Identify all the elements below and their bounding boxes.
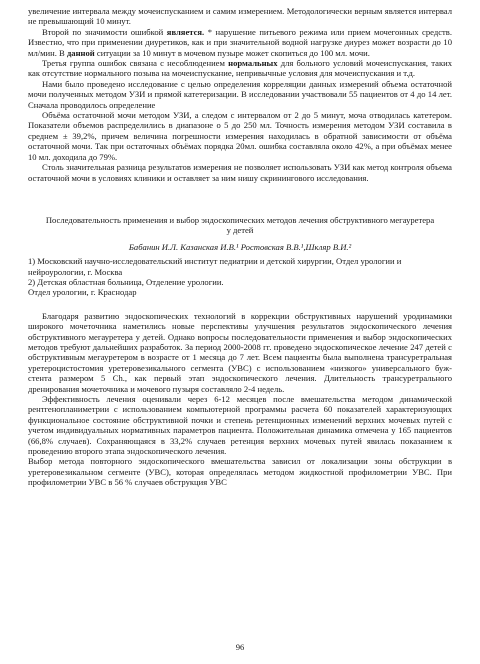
paragraph-3-part-a: Третья группа ошибок связана с несоблюдением xyxy=(42,58,225,69)
paragraph-9: Выбор метода повторного эндоскопического вмешательства зависил от локализации зоны обструкции в уретеровезикальном сегменте (УВС), которая определялась методом жидкостной профилометрии УВС. При профилометрии УВС в 56 % случаев обструкция УВС xyxy=(28,456,452,488)
paragraph-2-bold-2: данной xyxy=(66,47,95,58)
paragraph-7: Благодаря развитию эндоскопических технологий в коррекции обструктивных нарушений уродинамики широкого мочеточника наметились новые перспективы улучшения результатов эндоскопического лечения обструктивного мегауретера у детей. Однако вопросы последовательности применения и выбор эндоскопических методов требуют дальнейших разработок. За период 2000-2008 гг. проведено эндоскопическое лечение 247 детей с обструктивным мегауретером в возрасте от 1 месяца до 7 лет. Всем пациенты была выполнена трансуретральная уретероцистостомия уретеровезикального сегмента (УВС) с использованием «низкого» универсального буж-стента размером 5 Ch., как первый этап эндоскопического лечения. Длительность трансуретрального дренирования мочеточника и мочевого пузыря составляло 2-4 недель. xyxy=(28,310,452,394)
paragraph-4: Нами было проведено исследование с целью определения корреляции данных измерений объема остаточной мочи полученных методом УЗИ и прямой катетеризации. В исследовании участвовали 55 пациентов от 4 до 14 лет. Сначала проводилось определение xyxy=(28,78,452,110)
affiliation-2: 2) Детская областная больница, Отделение урологии. xyxy=(28,276,224,287)
paragraph-5: Объёма остаточной мочи методом УЗИ, а следом с интервалом от 2 до 5 минут, моча отводилась катетером. Показатели объемов распределились в диапазоне о 5 до 250 мл. Точность измерения методом УЗИ составила в среднем ± 39,2%, причем величина погрешности измерения находилась в обратной зависимости от объёма остаточной мочи. Так при остаточных объёмах порядка 20мл. ошибка составляла около 42%, а при объёмах менее 10 мл. доходила до 79%. xyxy=(28,110,452,162)
paragraph-8: Эффективность лечения оценивали через 6-12 месяцев после вмешательства методом динамической рентгенопланиметрии с использованием компьютерной программы расчета 60 показателей характеризующих функциональное состояние обструктивной почки и степень ретенционных изменений верхних мочевых путей с учетом индивидуальных нормативных параметров пациента. Положительная динамика отмечена у 165 пациентов (66,8% случаев). Сохраняющаяся в 33,2% случаев ретенция верхних мочевых путей явилась показанием к проведению второго этапа эндоскопического лечения. xyxy=(28,394,452,457)
paragraph-6: Столь значительная разница результатов измерения не позволяет использовать УЗИ как метод контроля объема остаточной мочи в условиях клиники и оставляет за ним нишу скринингового исследования. xyxy=(28,162,452,183)
authors-line: Бабанин И.Л. Казанская И.В.¹ Ростовская В.В.¹,Шкляр В.И.² xyxy=(128,241,352,252)
affiliation-3: Отдел урологии, г. Краснодар xyxy=(28,287,137,298)
section-spacer-small xyxy=(28,298,452,311)
page-number: 96 xyxy=(235,642,245,652)
paragraph-1: увеличение интервала между мочеиспусканием и самим измерением. Методологически верным является интервал не превышающий 10 минут. xyxy=(28,6,452,27)
affiliation-1: 1) Московский научно-исследовательский институт педиатрии и детской хирургии, Отдел урологии и нейроурологии, г. Москва xyxy=(28,256,402,277)
paragraph-3-part-c: для больного условий мочеиспускания, таких как отсутствие нормального позыва на мочеиспускание, непривычные условия для мочеиспускания и т.д. xyxy=(28,58,453,79)
paragraph-2-bold-1: является. xyxy=(166,26,205,37)
paragraph-2 xyxy=(28,27,452,58)
paragraph-3 xyxy=(28,58,452,79)
document-page xyxy=(28,6,452,488)
paragraph-3-bold: нормальных xyxy=(228,58,278,69)
article-title: Последовательность применения и выбор эндоскопических методов лечения обструктивного мегауретера у детей xyxy=(45,214,435,236)
section-spacer xyxy=(28,183,452,215)
paragraph-2-part-c: * нарушение питьевого режима или прием мочегонных средств. Известно, что при применении диуретиков, как и при значительной водной нагрузке диурез может возрасти до 10 мл/мин. В xyxy=(28,26,452,58)
paragraph-2-part-a: Второй по значимости ошибкой xyxy=(42,26,164,37)
paragraph-2-part-e: ситуации за 10 минут в мочевом пузыре может скопиться до 100 мл. мочи. xyxy=(96,47,370,58)
